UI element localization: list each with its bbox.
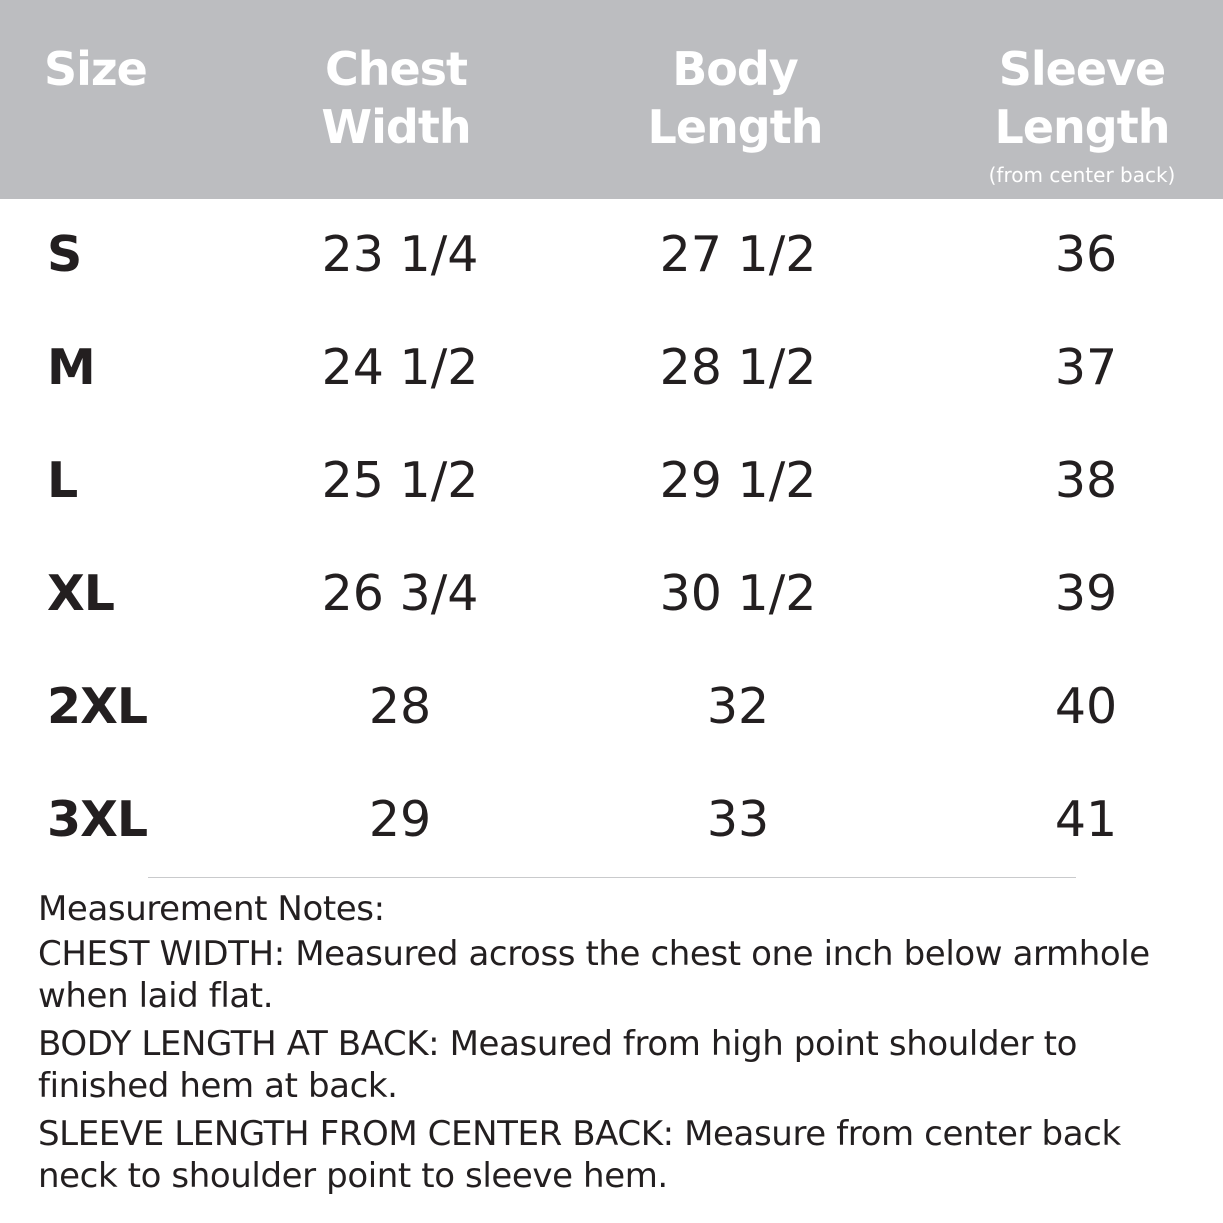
header-sleeve-length [972, 40, 1192, 156]
table-row [0, 651, 1223, 764]
table-row [0, 425, 1223, 538]
note-term: CHEST WIDTH: [38, 934, 285, 974]
sleeve-length-cell: 40 [1054, 678, 1118, 735]
size-table-body [0, 199, 1223, 877]
size-cell: XL [47, 565, 115, 622]
header-chest-line1: Chest [324, 42, 468, 96]
sleeve-length-cell: 41 [1054, 791, 1118, 848]
notes-divider [148, 877, 1076, 878]
body-length-cell: 27 1/2 [659, 226, 817, 283]
size-cell: 3XL [47, 791, 148, 848]
header-chest-width [296, 40, 496, 156]
chest-width-cell: 28 [368, 678, 432, 735]
table-header [0, 0, 1223, 199]
header-body-length [625, 40, 845, 156]
sleeve-length-cell: 37 [1054, 339, 1118, 396]
chest-width-cell: 24 1/2 [321, 339, 479, 396]
table-row [0, 538, 1223, 651]
header-chest-line2: Width [321, 100, 471, 154]
chest-width-cell: 23 1/4 [321, 226, 479, 283]
header-sleeve-note: (from center back) [988, 163, 1176, 187]
header-body-line1: Body [672, 42, 798, 96]
table-row [0, 764, 1223, 877]
note-term: BODY LENGTH AT BACK: [38, 1024, 440, 1064]
header-size-label: Size [44, 42, 147, 96]
note-text: Measure from center back neck to shoulder point to sleeve hem. [38, 1114, 1121, 1196]
size-cell: 2XL [47, 678, 148, 735]
body-length-cell: 30 1/2 [659, 565, 817, 622]
size-cell: M [47, 339, 95, 396]
sleeve-length-cell: 39 [1054, 565, 1118, 622]
size-cell: L [47, 452, 78, 509]
header-size [44, 40, 164, 98]
sleeve-length-cell: 38 [1054, 452, 1118, 509]
measurement-notes [38, 888, 1188, 1203]
header-sleeve-line1: Sleeve [998, 42, 1166, 96]
note-term: SLEEVE LENGTH FROM CENTER BACK: [38, 1114, 674, 1154]
note-sleeve-length [38, 1113, 1188, 1197]
table-row [0, 312, 1223, 425]
sleeve-length-cell: 36 [1054, 226, 1118, 283]
table-row [0, 199, 1223, 312]
note-chest-width [38, 933, 1188, 1017]
header-sleeve-line2: Length [994, 100, 1170, 154]
notes-title: Measurement Notes: [38, 889, 385, 929]
body-length-cell: 28 1/2 [659, 339, 817, 396]
note-text: Measured across the chest one inch below armhole when laid flat. [38, 934, 1150, 1016]
body-length-cell: 32 [706, 678, 770, 735]
body-length-cell: 33 [706, 791, 770, 848]
note-body-length [38, 1023, 1188, 1107]
chest-width-cell: 26 3/4 [321, 565, 479, 622]
note-text: Measured from high point shoulder to finished hem at back. [38, 1024, 1077, 1106]
chest-width-cell: 25 1/2 [321, 452, 479, 509]
size-cell: S [47, 226, 82, 283]
chest-width-cell: 29 [368, 791, 432, 848]
body-length-cell: 29 1/2 [659, 452, 817, 509]
header-body-line2: Length [647, 100, 823, 154]
